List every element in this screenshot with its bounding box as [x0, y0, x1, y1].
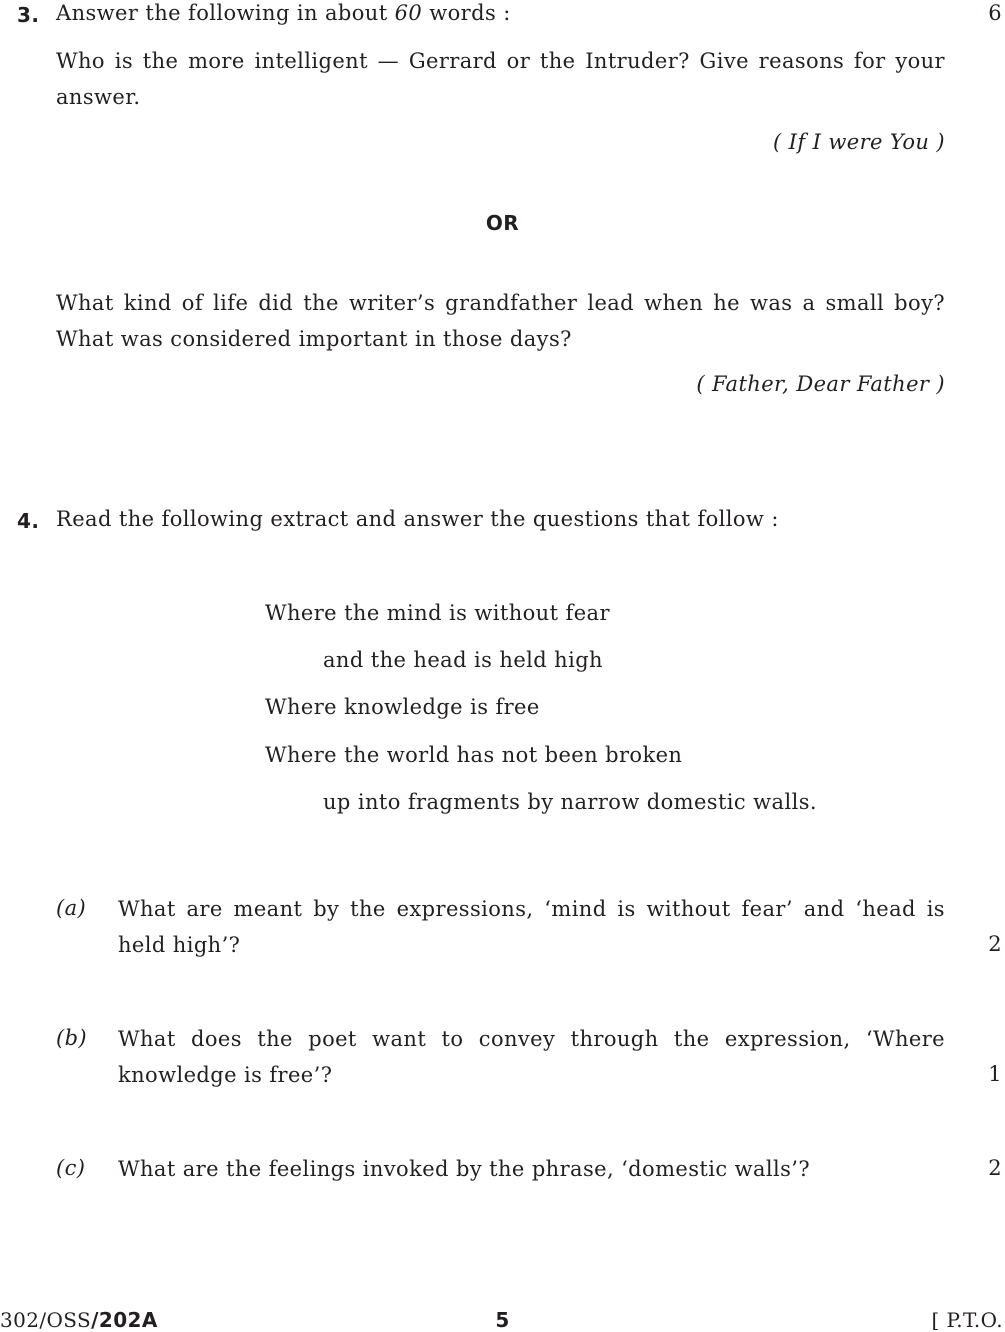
question-3-alt-text: What kind of life did the writer’s grandfather lead when he was a small boy? What was considered important in those days? [56, 291, 945, 351]
question-3-number: 3. [17, 3, 40, 27]
question-4-instruction: Read the following extract and answer the questions that follow : [56, 507, 779, 531]
instruction-text: Answer the following in about [56, 1, 395, 25]
poem-line: up into fragments by narrow domestic walls. [323, 790, 817, 814]
part-a-marks: 2 [988, 932, 1002, 956]
paper-code-bold: /202A [91, 1308, 158, 1332]
part-c-marks: 2 [988, 1156, 1002, 1180]
part-a-label: (a) [56, 896, 87, 920]
page-number: 5 [495, 1308, 510, 1332]
poem-line: Where knowledge is free [265, 695, 540, 719]
question-3-instruction [56, 1, 511, 25]
part-b-label: (b) [56, 1026, 88, 1050]
question-4-number: 4. [17, 509, 40, 533]
question-3-text: Who is the more intelligent — Gerrard or the Intruder? Give reasons for your answer. [56, 49, 945, 109]
part-b-text: What does the poet want to convey through the expression, ‘Where knowledge is free’? [118, 1027, 945, 1087]
word-count: 60 [394, 1, 423, 25]
poem-line: Where the mind is without fear [265, 601, 610, 625]
poem-line: Where the world has not been broken [265, 743, 683, 767]
poem-line: and the head is held high [323, 648, 603, 672]
pto-label: [ P.T.O. [931, 1308, 1003, 1332]
or-separator: OR [485, 211, 520, 235]
question-3-source: ( If I were You ) [772, 130, 945, 154]
part-b-marks: 1 [988, 1062, 1002, 1086]
paper-code-prefix: 302/OSS [0, 1308, 92, 1332]
instruction-text-end: words : [422, 1, 511, 25]
part-a-text: What are meant by the expressions, ‘mind is without fear’ and ‘head is held high’? [118, 897, 945, 957]
part-c-label: (c) [56, 1156, 86, 1180]
question-3-alt-source: ( Father, Dear Father ) [696, 372, 945, 396]
part-c-text: What are the feelings invoked by the phrase, ‘domestic walls’? [118, 1157, 811, 1181]
question-3-marks: 6 [988, 1, 1002, 25]
